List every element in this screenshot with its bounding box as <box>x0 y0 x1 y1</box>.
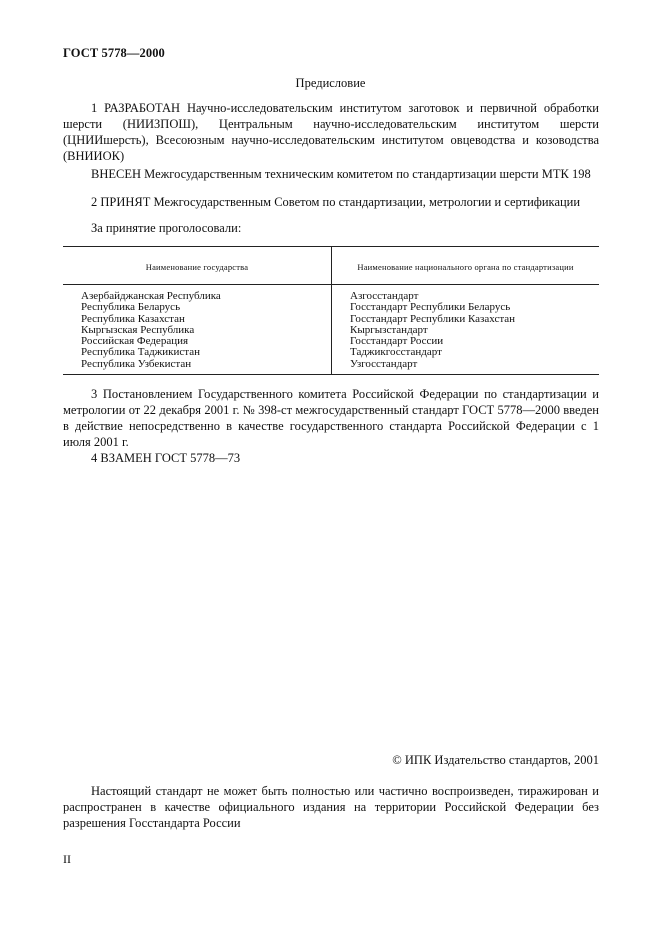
table-header-body: Наименование национального органа по стандартизации <box>357 262 574 272</box>
paragraph-resolution: 3 Постановлением Государственного комитета Российской Федерации по стандартизации и метрологии от 22 декабря 2001 г. № 398-ст межгосударственный стандарт ГОСТ 5778—2000 введен в действие непосредственно в качестве государственного стандарта Российской Федерации с 1 июля 2001 г. <box>63 387 599 449</box>
paragraph-replaces: 4 ВЗАМЕН ГОСТ 5778—73 <box>91 451 241 465</box>
page-number: II <box>63 852 71 866</box>
voting-table <box>63 246 599 375</box>
list-item: Республика Узбекистан <box>81 357 192 370</box>
list-item: Госстандарт Республики Казахстан <box>350 312 516 325</box>
list-item: Российская Федерация <box>81 335 189 348</box>
table-divider-horizontal <box>63 284 599 285</box>
table-header-state: Наименование государства <box>145 262 249 272</box>
standard-code: ГОСТ 5778—2000 <box>63 46 165 60</box>
paragraph-introduced-by: ВНЕСЕН Межгосударственным техническим комитетом по стандартизации шерсти МТК 198 <box>91 167 591 181</box>
page-title: Предисловие <box>295 76 366 90</box>
paragraph-voted: За принятие проголосовали: <box>91 221 242 235</box>
list-item: Республика Таджикистан <box>81 346 200 359</box>
list-item: Кыргызстандарт <box>350 323 428 336</box>
list-item: Таджикгосстандарт <box>350 346 442 359</box>
list-item: Узгосстандарт <box>350 357 418 370</box>
reproduction-notice: Настоящий стандарт не может быть полностью или частично воспроизведен, тиражирован и распространен в качестве официального издания на территории Российской Федерации без разрешения Госстандарта России <box>63 784 599 830</box>
state-list <box>81 291 221 370</box>
paragraph-developed-by: 1 РАЗРАБОТАН Научно-исследовательским институтом заготовок и первичной обработки шерсти (НИИЗПОШ), Центральным научно-исследовательским институтом шерсти (ЦНИИшерсть), Всесоюзным научно-исследовательским институтом овцеводства и козоводства (ВНИИОК) <box>63 101 599 163</box>
list-item: Азербайджанская Республика <box>81 290 221 302</box>
list-item: Республика Беларусь <box>81 301 181 314</box>
list-item: Республика Казахстан <box>81 312 185 325</box>
list-item: Азгосстандарт <box>350 290 419 302</box>
list-item: Госстандарт России <box>350 335 444 348</box>
list-item: Кыргызская Республика <box>81 323 195 336</box>
list-item: Госстандарт Республики Беларусь <box>350 301 511 314</box>
copyright-line: © ИПК Издательство стандартов, 2001 <box>392 753 599 767</box>
standards-body-list <box>350 291 515 370</box>
paragraph-adopted-by: 2 ПРИНЯТ Межгосударственным Советом по стандартизации, метрологии и сертификации <box>91 195 581 209</box>
